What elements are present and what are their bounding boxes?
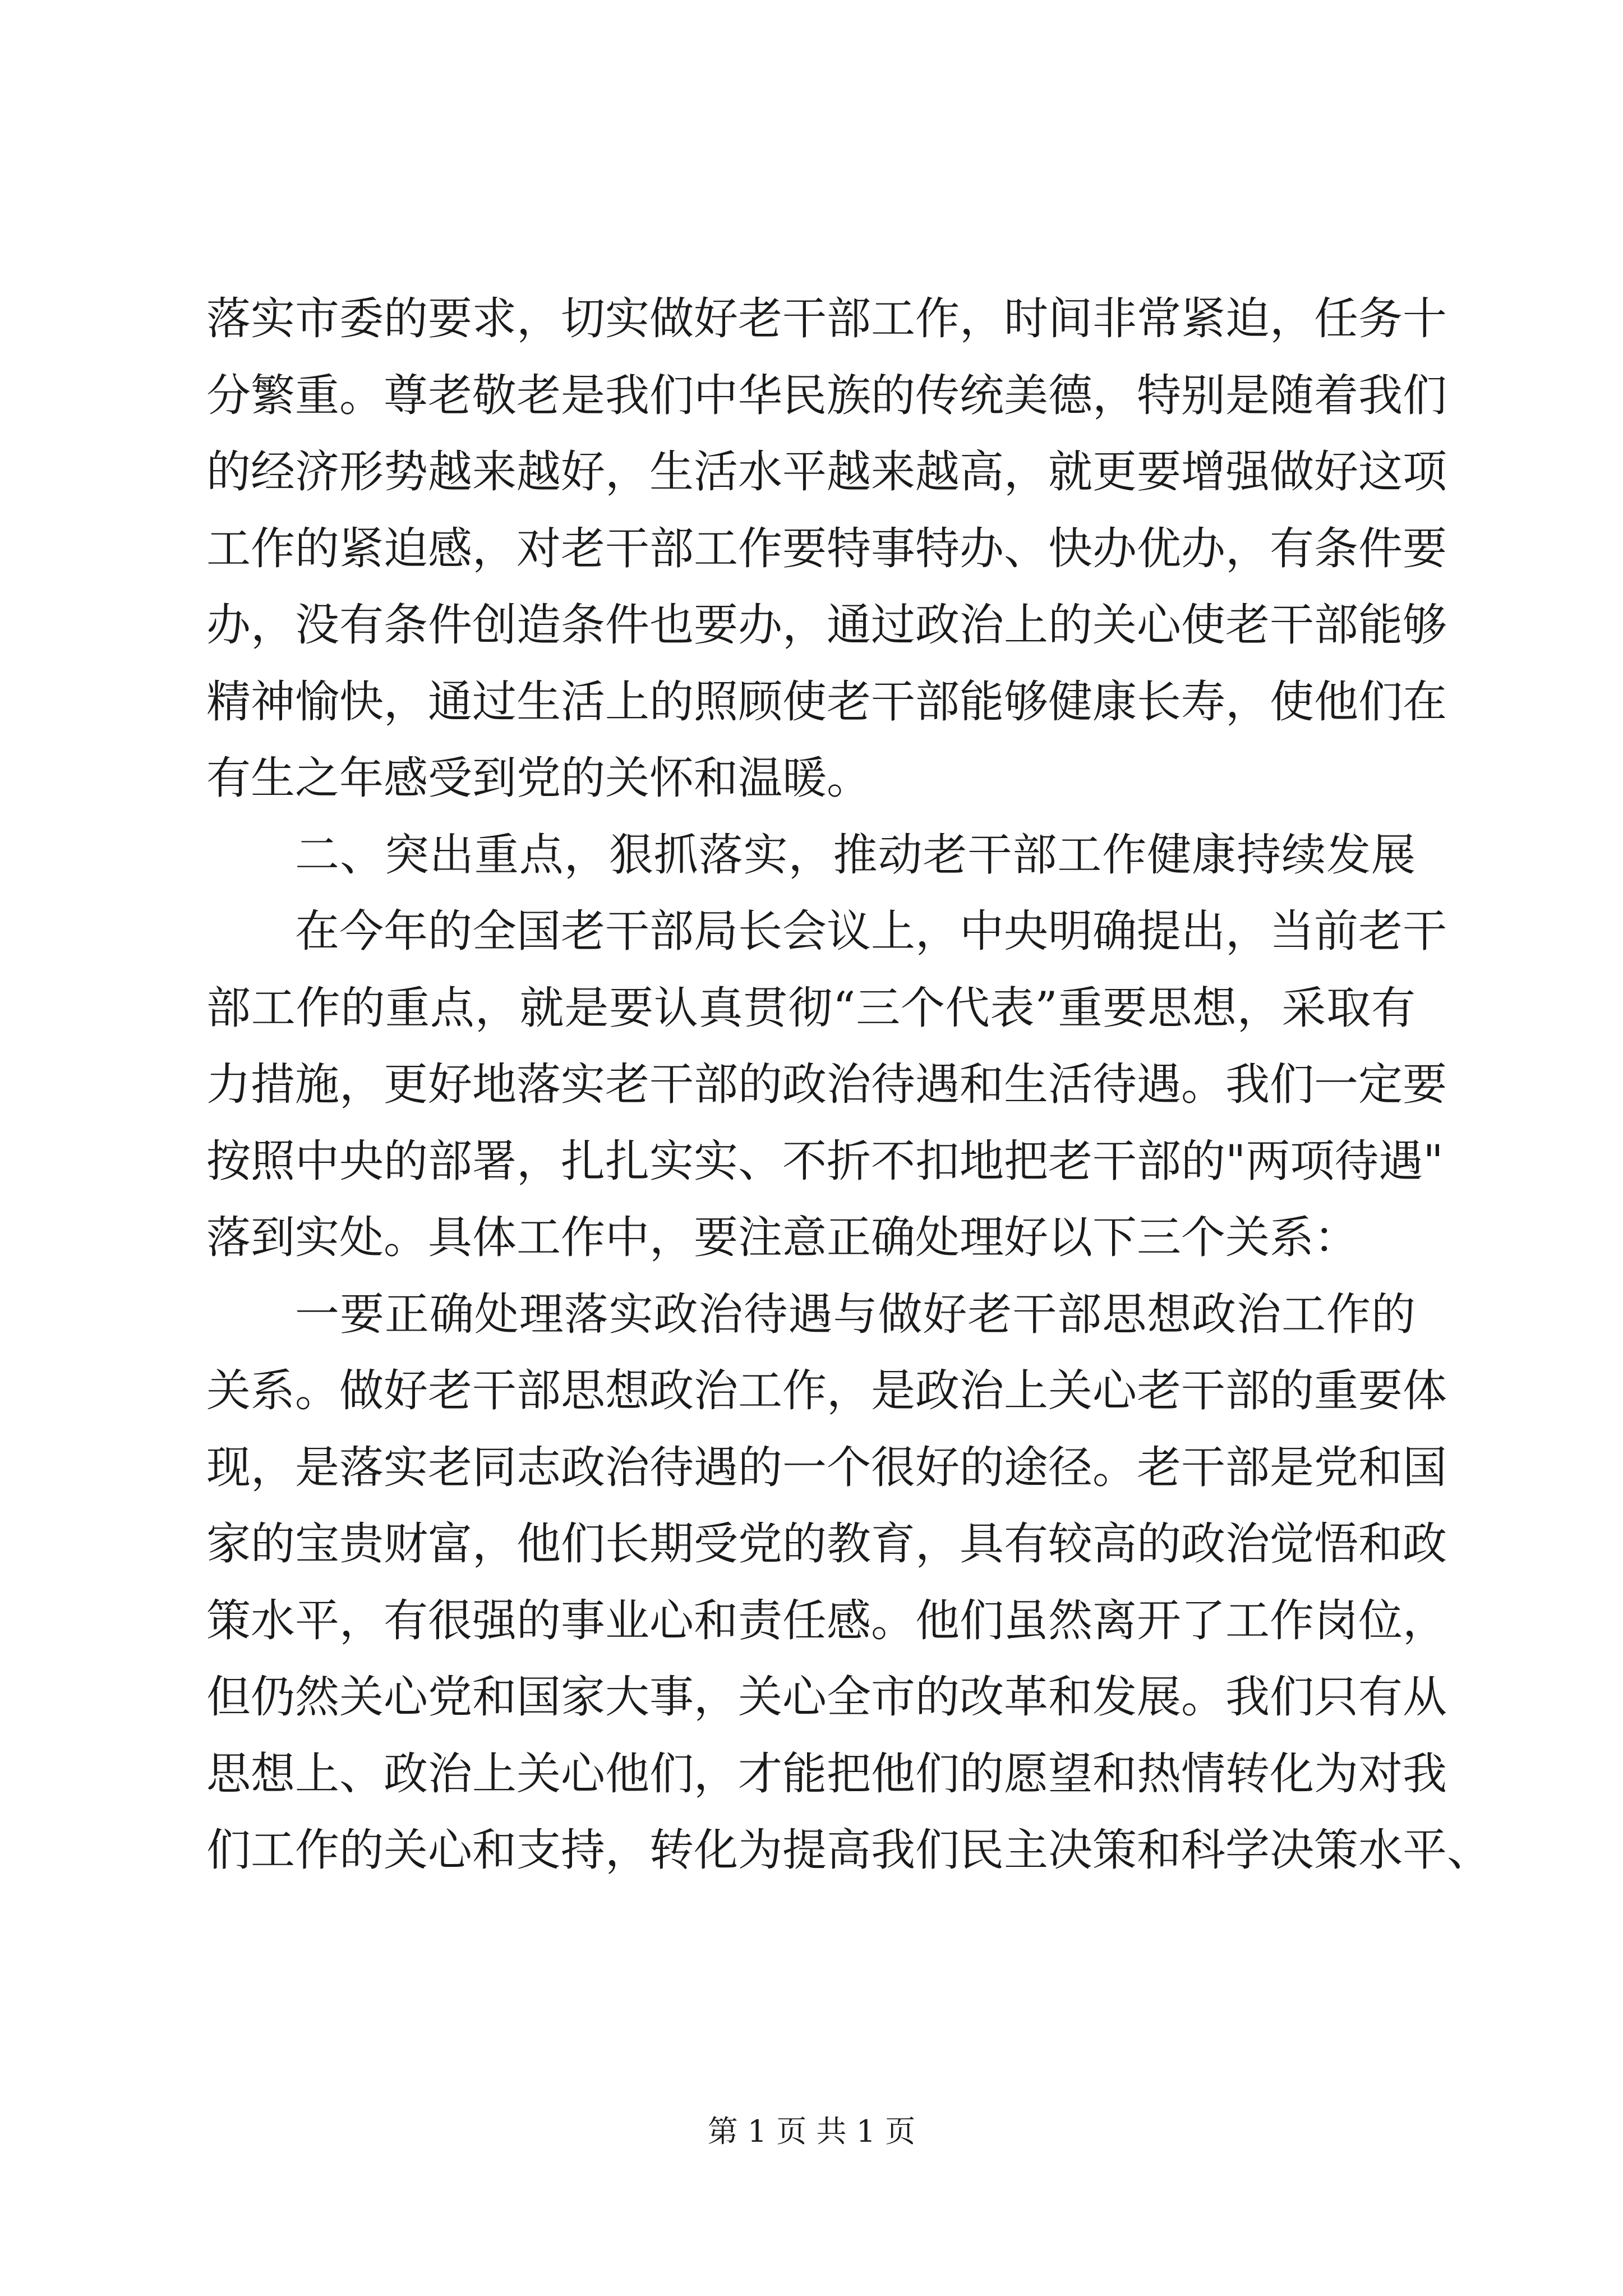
text-line: 工作的紧迫感，对老干部工作要特事特办、快办优办，有条件要 xyxy=(206,522,1447,574)
text-line: 一要正确处理落实政治待遇与做好老干部思想政治工作的 xyxy=(295,1288,1415,1340)
text-line: 的经济形势越来越好，生活水平越来越高，就更要增强做好这项 xyxy=(206,446,1447,498)
text-line: 但仍然关心党和国家大事，关心全市的改革和发展。我们只有从 xyxy=(206,1671,1447,1723)
text-line: 家的宝贵财富，他们长期受党的教育，具有较高的政治觉悟和政 xyxy=(206,1518,1447,1570)
text-line: 落到实处。具体工作中，要注意正确处理好以下三个关系： xyxy=(206,1212,1358,1263)
text-line: 现，是落实老同志政治待遇的一个很好的途径。老干部是党和国 xyxy=(206,1441,1447,1493)
text-line: 策水平，有很强的事业心和责任感。他们虽然离开了工作岗位， xyxy=(206,1594,1447,1646)
document-body xyxy=(206,280,1491,1889)
paragraph-4 xyxy=(206,1276,1491,1889)
text-line: 落实市委的要求，切实做好老干部工作，时间非常紧迫，任务十 xyxy=(206,293,1447,344)
text-line: 思想上、政治上关心他们，才能把他们的愿望和热情转化为对我 xyxy=(206,1747,1447,1800)
paragraph-3 xyxy=(206,893,1447,1276)
text-line: 二、突出重点，狠抓落实，推动老干部工作健康持续发展 xyxy=(295,829,1415,881)
text-line: 有生之年感受到党的关怀和温暖。 xyxy=(206,752,871,804)
text-line: 分繁重。尊老敬老是我们中华民族的传统美德，特别是随着我们 xyxy=(206,369,1447,421)
text-line: 办，没有条件创造条件也要办，通过政治上的关心使老干部能够 xyxy=(206,599,1447,651)
page-footer xyxy=(0,2109,1623,2154)
text-line: 关系。做好老干部思想政治工作，是政治上关心老干部的重要体 xyxy=(206,1365,1447,1416)
text-line: 在今年的全国老干部局长会议上，中央明确提出，当前老干 xyxy=(295,905,1447,957)
page-number: 第 1 页 共 1 页 xyxy=(707,2114,916,2149)
text-line: 们工作的关心和支持，转化为提高我们民主决策和科学决策水平、 xyxy=(206,1824,1491,1876)
paragraph-1 xyxy=(206,280,1447,817)
text-line: 力措施，更好地落实老干部的政治待遇和生活待遇。我们一定要 xyxy=(206,1059,1447,1110)
text-line: 精神愉快，通过生活上的照顾使老干部能够健康长寿，使他们在 xyxy=(206,675,1447,728)
text-line: 按照中央的部署，扎扎实实、不折不扣地把老干部的"两项待遇" xyxy=(206,1135,1444,1187)
text-line: 部工作的重点，就是要认真贯彻“三个代表”重要思想，采取有 xyxy=(206,982,1415,1034)
section-heading xyxy=(206,817,1415,894)
